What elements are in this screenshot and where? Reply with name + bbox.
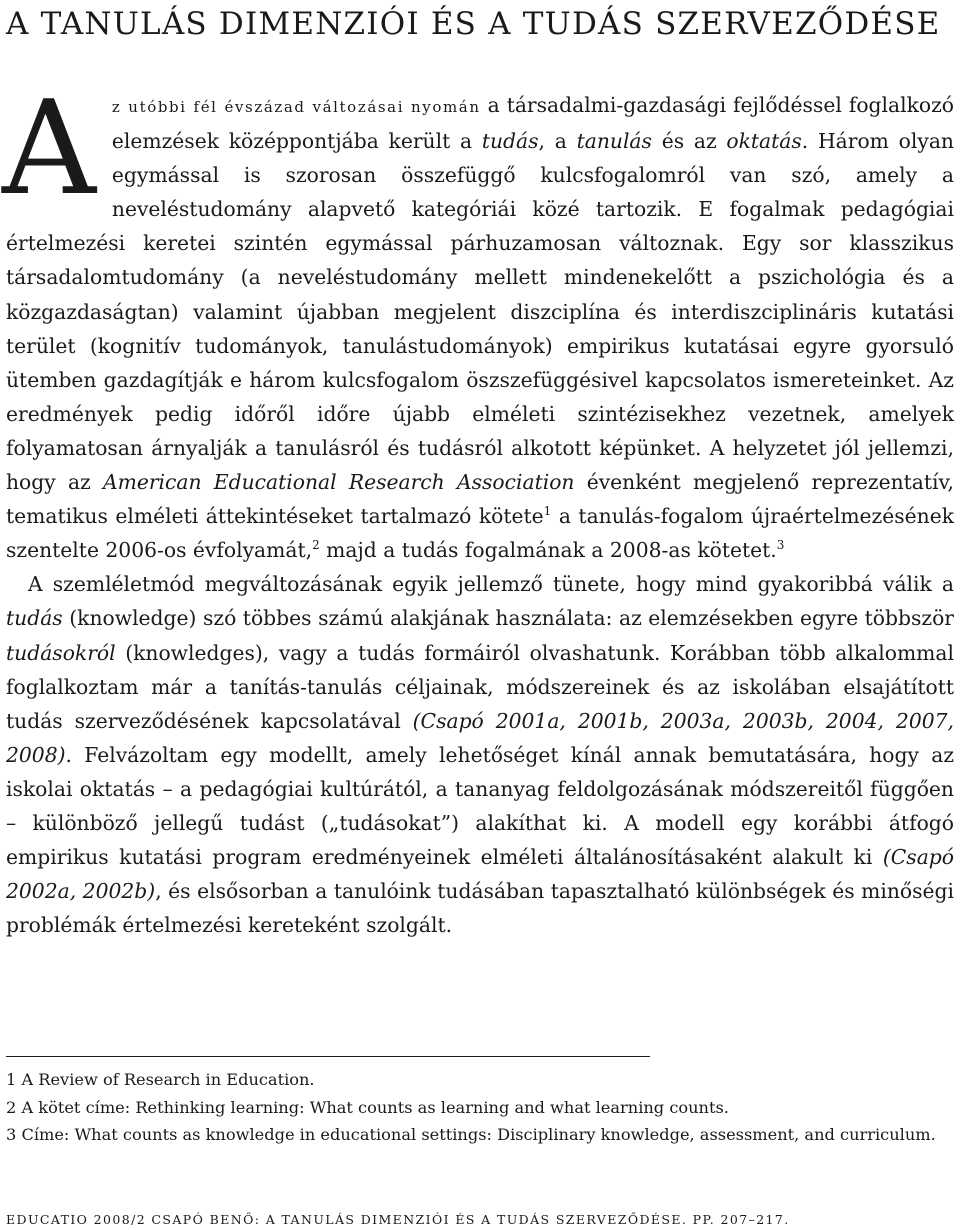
footnote-ref-1[interactable]: 1 bbox=[543, 504, 552, 519]
italic-term: tudás bbox=[6, 606, 63, 631]
footnote-divider bbox=[6, 1056, 650, 1057]
text-run: . Három olyan egymással is szorosan összefüggő kulcsfogalomról van szó, amely a neveléstudomány alapvető kategóriái közé tartozik. E fogalmak pedagógiai értelmezési keretei szintén egymással párhuzamosan változnak. Egy sor klasszikus társadalomtudomány (a neveléstudomány mellett mindenekelőtt a pszichológia és a közgazdaságtan) valamint újabban megjelent diszciplína és interdiszciplináris kutatási terület (kognitív tudományok, tanulástudományok) empirikus kutatásai egyre gyorsuló ütemben gazdagítják e három kulcsfogalom öszszefüggésivel kapcsolatos ismereteinket. Az eredmények pedig időről időre újabb elméleti szintézisekhez vezetnek, amelyek folyamatosan árnyalják a tanulásról és tudásról alkotott képünket. A helyzetet jól jellemzi, hogy az bbox=[6, 129, 954, 495]
footnote-ref-2[interactable]: 2 bbox=[312, 538, 320, 553]
italic-term: tudás bbox=[481, 129, 539, 154]
text-run: a társadalmi-gazdasági fejlődéssel foglalkozó elemzések középpontjába került a bbox=[111, 93, 954, 154]
text-run: évenként megjelenő reprezentatív, tematikus elméleti áttekintéseket tartalmazó kötete bbox=[6, 470, 955, 529]
italic-term: tudásokról bbox=[6, 640, 116, 665]
italic-term: tanulás bbox=[576, 129, 652, 154]
text-run: és az bbox=[651, 129, 727, 154]
drop-cap: A bbox=[2, 72, 96, 224]
page-title: A TANULÁS DIMENZIÓI ÉS A TUDÁS SZERVEZŐDÉSE bbox=[6, 6, 941, 42]
small-caps-lead: z utóbbi fél évszázad változásai nyomán bbox=[111, 98, 481, 116]
italic-title: American Educational Research Association bbox=[102, 470, 575, 495]
footnote-1: 1 A Review of Research in Education. bbox=[6, 1070, 315, 1089]
footnote-ref-3[interactable]: 3 bbox=[776, 538, 785, 553]
text-run: . Felvázoltam egy modellt, amely lehetőséget kínál annak bemutatására, hogy az iskolai oktatás – a pedagógiai kultúrától, a tananyag feldolgozásának módszereitől függően – különböző jellegű tudást („tudásokat”) alakíthat ki. A modell egy korábbi átfogó empirikus kutatási program eredményeinek elméleti általánosításaként alakult ki bbox=[6, 742, 954, 870]
text-run: a tanulás-fogalom újraértelmezésének szentelte 2006-os évfolyamát, bbox=[6, 504, 955, 563]
paragraph-1 bbox=[2, 72, 955, 567]
citation: (Csapó 2002a, 2002b) bbox=[6, 845, 954, 904]
page-footer: EDUCATIO 2008/2 CSAPÓ BENŐ: A TANULÁS DIMENZIÓI ÉS A TUDÁS SZERVEZŐDÉSE. PP. 207–217. bbox=[6, 1212, 790, 1227]
italic-term: oktatás bbox=[726, 129, 802, 154]
text-run: (knowledges), vagy a tudás formáiról olvashatunk. Korábban több alkalommal foglalkoztam már a tanítás-tanulás céljainak, módszereinek és az iskolában elsajátított tudás szerveződésének kapcsolatával bbox=[6, 640, 954, 733]
article-body bbox=[2, 72, 955, 942]
text-run: , a bbox=[538, 129, 577, 154]
text-run: A szemléletmód megváltozásának egyik jellemző tünete, hogy mind gyakoribbá válik a bbox=[28, 572, 954, 597]
paragraph-2 bbox=[6, 567, 954, 942]
footnote-3: 3 Címe: What counts as knowledge in educational settings: Disciplinary knowledge, assessment, and curriculum. bbox=[6, 1125, 936, 1145]
citation: (Csapó 2001a, 2001b, 2003a, 2003b, 2004, 2007, 2008) bbox=[6, 708, 954, 767]
text-run: (knowledge) szó többes számú alakjának használata: az elemzésekben egyre többször bbox=[62, 606, 954, 631]
text-run: majd a tudás fogalmának a 2008-as kötetet. bbox=[319, 538, 777, 563]
footnotes bbox=[6, 1066, 954, 1149]
footnote-2: 2 A kötet címe: Rethinking learning: What counts as learning and what learning counts. bbox=[6, 1097, 729, 1117]
text-run: , és elsősorban a tanulóink tudásában tapasztalható különbségek és minőségi problémák értelmezési kereteként szolgált. bbox=[6, 879, 955, 938]
